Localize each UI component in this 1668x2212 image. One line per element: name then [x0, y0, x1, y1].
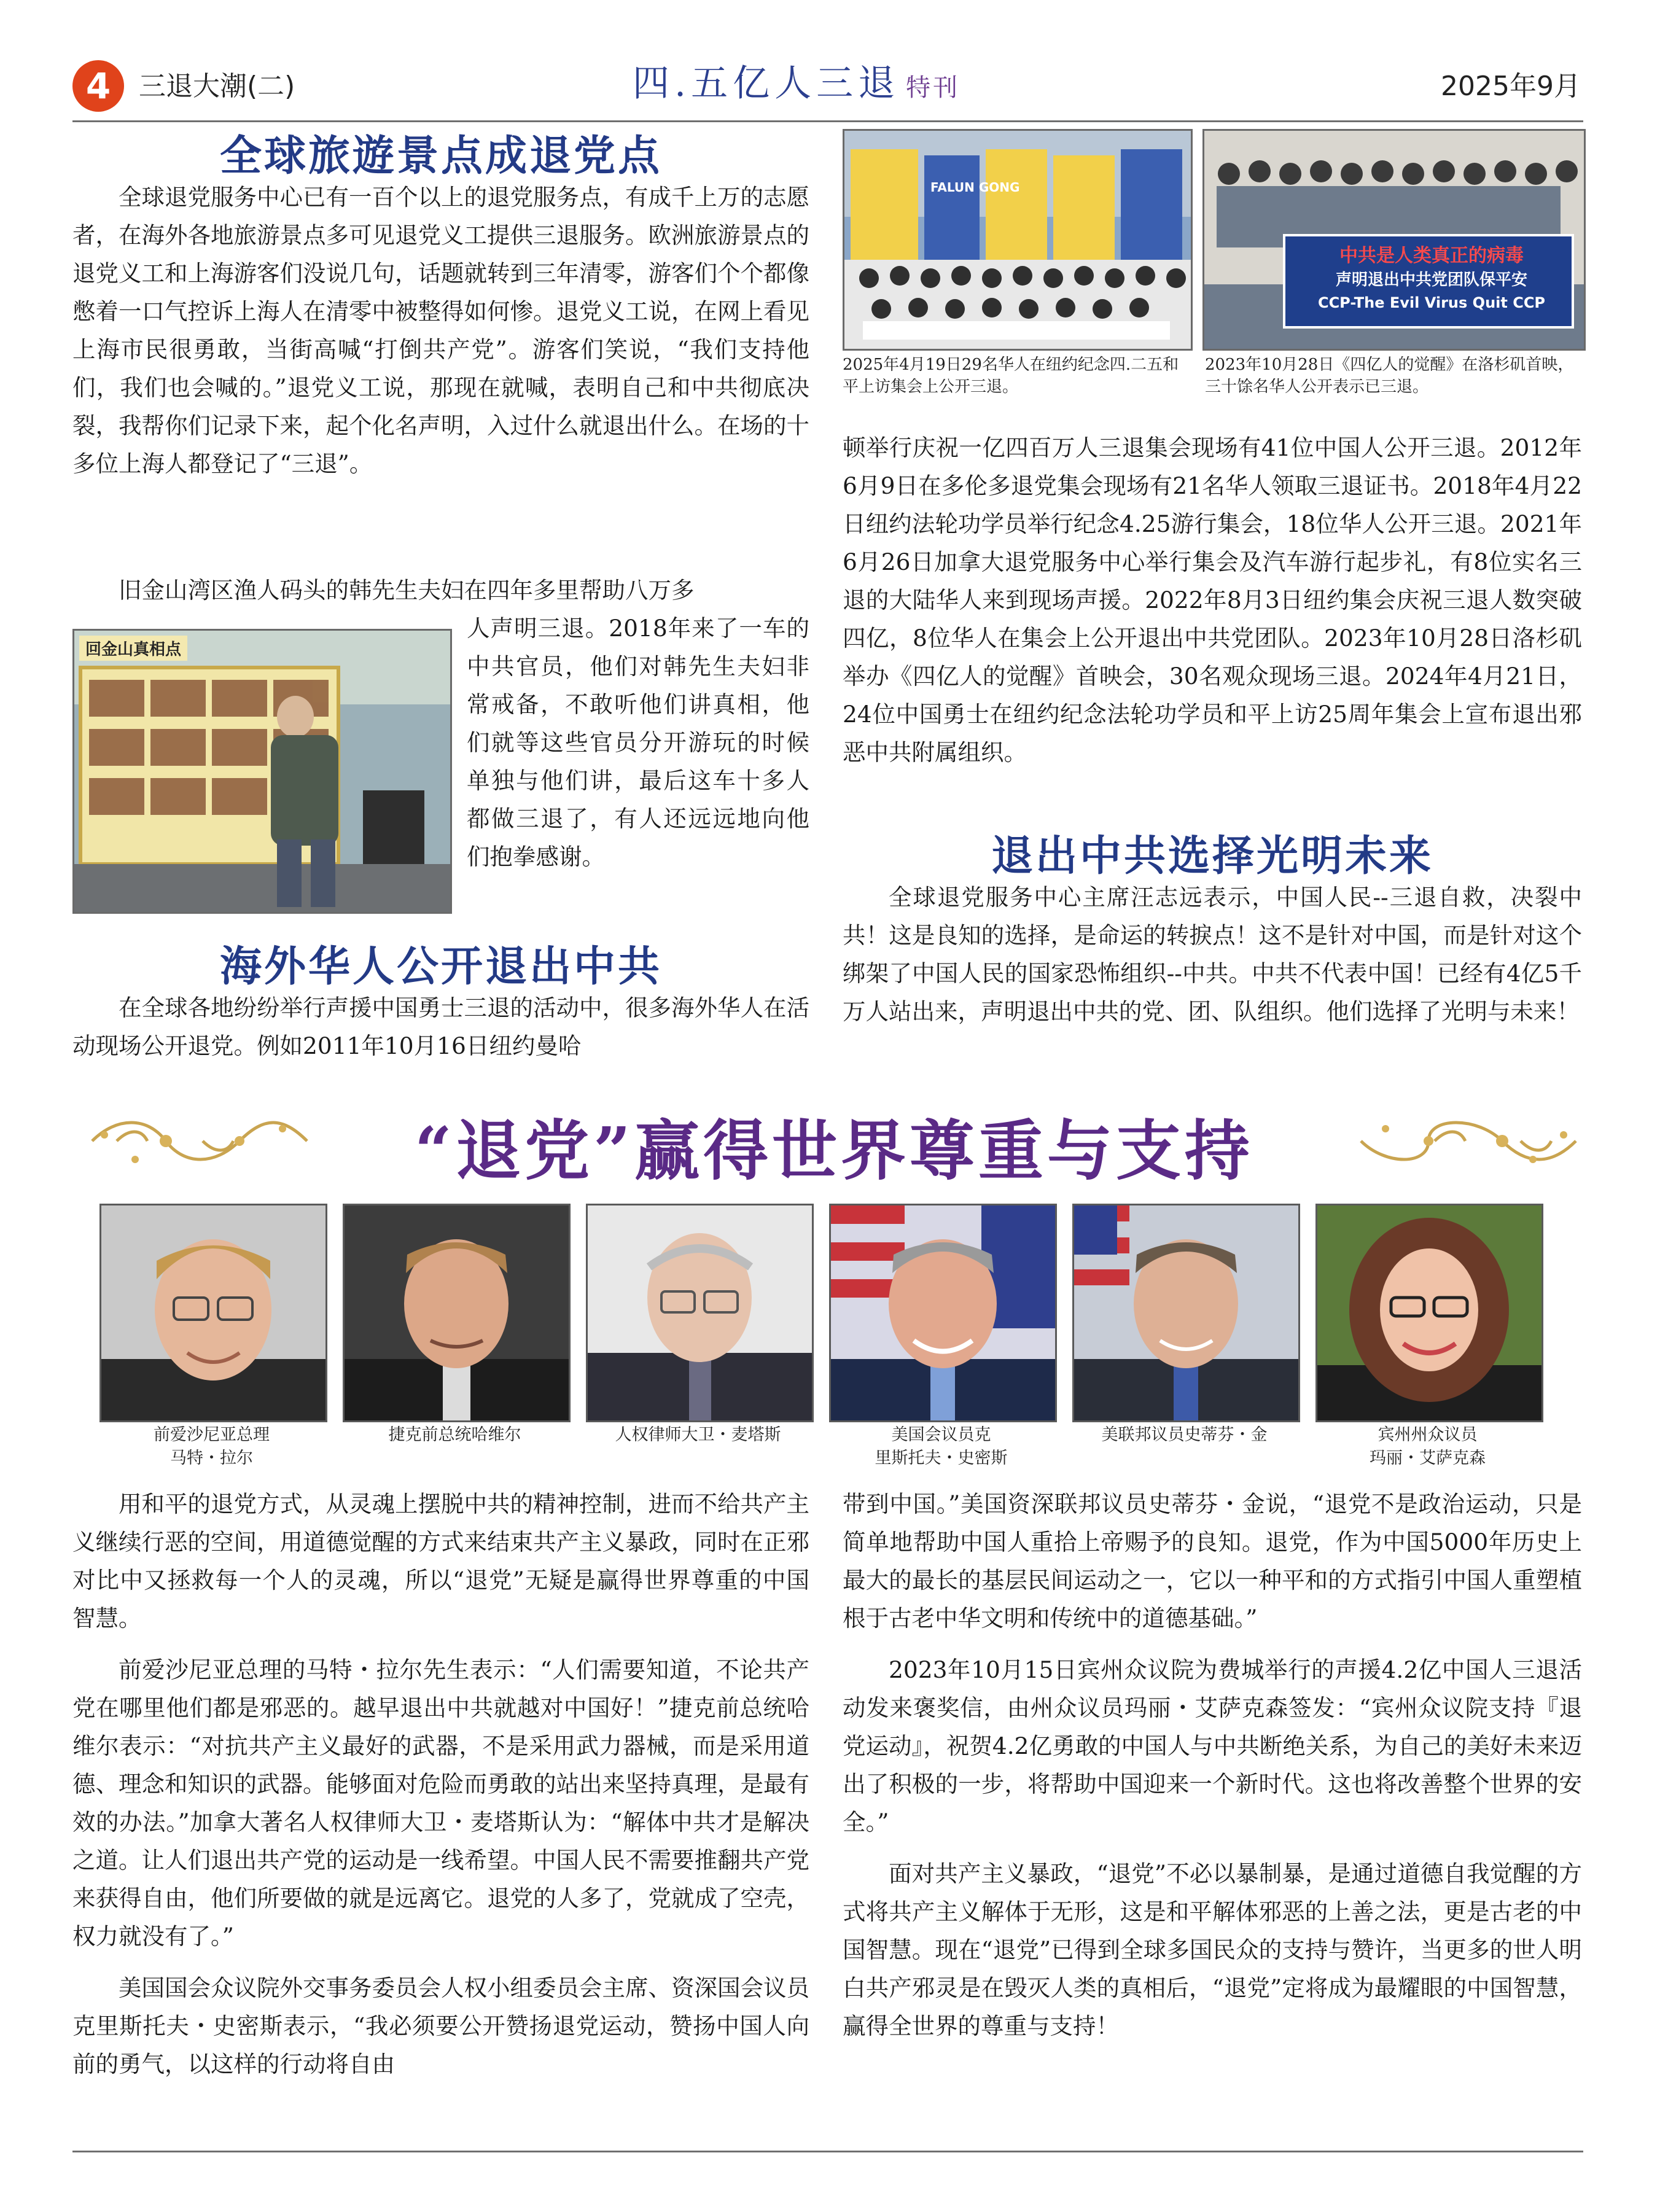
portrait-1-illustration	[101, 1205, 325, 1420]
portrait-2-illustration	[345, 1205, 569, 1420]
article4-paragraph-5: 面对共产主义暴政，“退党”不必以暴制暴，是通过道德自我觉醒的方式将共产主义解体于无形，这是和平解体邪恶的上善之法，更是古老的中国智慧。现在“退党”已得到全球多国民众的支持与赞许，当更多的世人明白共产邪灵是在毁灭人类的真相后，“退党”定将成为最耀眼的中国智慧，赢得全世界的尊重与支持！	[843, 1860, 1582, 2039]
header-rule	[72, 120, 1583, 122]
portrait-caption-4-line2: 里斯托夫・史密斯	[875, 1449, 1008, 1468]
article2-paragraph-cont: 顿举行庆祝一亿四百万人三退集会现场有41位中国人公开三退。2012年6月9日在多伦多退党集会现场有21名华人领取三退证书。2018年4月22日纽约法轮功学员举行纪念4.25游行集会，18位华人公开三退。2021年6月26日加拿大退党服务中心举行集会及汽车游行起步礼，有8位实名三退的大陆华人来到现场声援。2022年8月3日纽约集会庆祝三退人数突破四亿，8位华人在集会上公开退出中共党团队。2023年10月28日洛杉矶举办《四亿人的觉醒》首映会，30名观众现场三退。2024年4月21日，24位中国勇士在纽约纪念法轮功学员和平上访25周年集会上宣布退出邪恶中共附属组织。	[843, 434, 1582, 766]
portrait-caption-6-line1: 宾州州众议员	[1378, 1425, 1478, 1444]
portrait-caption-1	[99, 1423, 324, 1470]
portrait-6-illustration	[1317, 1205, 1541, 1420]
article2-body	[72, 989, 809, 1065]
footer-rule	[72, 2151, 1583, 2152]
article4-left-column	[72, 1485, 809, 2083]
portrait-caption-6-line2: 玛丽・艾萨克森	[1370, 1449, 1486, 1468]
article1-paragraph-1: 全球退党服务中心已有一百个以上的退党服务点，有成千上万的志愿者，在海外各地旅游景点多可见退党义工提供三退服务。欧洲旅游景点的退党义工和上海游客们没说几句，话题就转到三年清零，游客们个个都像憋着一口气控诉上海人在清零中被整得如何惨。退党义工说，在网上看见上海市民很勇敢，当街高喊“打倒共产党”。游客们笑说，“我们支持他们，我们也会喊的。”退党义工说，那现在就喊，表明自己和中共彻底决裂，我帮你们记录下来，起个化名声明，入过什么就退出什么。在场的十多位上海人都登记了“三退”。	[72, 184, 809, 477]
section-title: 三退大潮(二)	[139, 71, 295, 102]
caption-nyc-rally: 2025年4月19日29名华人在纽约纪念四.二五和平上访集会上公开三退。	[843, 356, 1179, 396]
article4-paragraph-3-cont: 带到中国。”美国资深联邦议员史蒂芬・金说，“退党不是政治运动，只是简单地帮助中国人重拾上帝赐予的良知。退党，作为中国5000年历史上最大的最长的基层民间运动之一，它以一种平和的方式指引中国人重塑植根于古老中华文明和传统中的道德基础。”	[843, 1490, 1582, 1632]
photo-la-banner-line1: 中共是人类真正的病毒	[1339, 245, 1524, 267]
portrait-caption-5	[1072, 1423, 1296, 1447]
portrait-3-illustration	[588, 1205, 812, 1420]
special-suffix: 特刊	[906, 74, 961, 102]
portrait-isaacson	[1315, 1204, 1543, 1422]
special-title-text: 四.五亿人三退	[633, 62, 900, 105]
article2-title: 海外华人公开退出中共	[219, 943, 662, 991]
banner-title: “退党”赢得世界尊重与支持	[415, 1112, 1253, 1189]
article1-body-3	[467, 609, 809, 876]
portrait-caption-4-line1: 美国会议员克	[891, 1425, 991, 1444]
portrait-caption-6	[1315, 1423, 1540, 1470]
portrait-caption-3-line1: 人权律师大卫・麦塔斯	[615, 1425, 781, 1444]
portrait-caption-2-line1: 捷克前总统哈维尔	[388, 1425, 521, 1444]
special-issue-title	[633, 54, 960, 107]
photo-nyc-illustration	[844, 131, 1191, 349]
article4-right-column	[843, 1485, 1582, 2045]
portrait-caption-5-line1: 美联邦议员史蒂芬・金	[1101, 1425, 1268, 1444]
photo-la-premiere	[1202, 129, 1586, 351]
article1-paragraph-2b: 人声明三退。2018年来了一车的中共官员，他们对韩先生夫妇非常戒备，不敢听他们讲真相，他们就等这些官员分开游玩的时候单独与他们讲，最后这车十多人都做三退了，有人还远远地向他们抱拳感谢。	[467, 615, 809, 870]
photo-nyc-sign: FALUN GONG	[930, 180, 1020, 195]
article1-body-2	[72, 571, 809, 609]
photo-la-banner-line2: 声明退出中共党团队保平安	[1335, 271, 1527, 289]
article2-paragraph-1: 在全球各地纷纷举行声援中国勇士三退的活动中，很多海外华人在活动现场公开退党。例如2011年10月16日纽约曼哈	[72, 994, 809, 1059]
issue-date: 2025年9月	[1441, 71, 1581, 102]
portrait-caption-2	[343, 1423, 567, 1447]
portrait-matas	[586, 1204, 814, 1422]
article1-body	[72, 178, 809, 483]
photo-sf-truth-site	[72, 629, 452, 914]
article3-paragraph-1: 全球退党服务中心主席汪志远表示，中国人民--三退自救，决裂中共！这是良知的选择，是命运的转捩点！这不是针对中国，而是针对这个绑架了中国人民的国家恐怖组织--中共。中共不代表中国！已经有4亿5千万人站出来，声明退出中共的党、团、队组织。他们选择了光明与未来！	[843, 884, 1582, 1025]
photo-sf-illustration	[74, 631, 450, 912]
portrait-king	[1072, 1204, 1300, 1422]
photo-nyc-rally	[843, 129, 1193, 351]
photo-sf-label: 回金山真相点	[79, 636, 187, 661]
portrait-mart-laar	[99, 1204, 327, 1422]
photo-la-banner-english: CCP-The Evil Virus Quit CCP	[1317, 294, 1546, 311]
article4-paragraph-3: 美国国会众议院外交事务委员会人权小组委员会主席、资深国会议员克里斯托夫・史密斯表示，“我必须要公开赞扬退党运动，赞扬中国人向前的勇气，以这样的行动将自由	[72, 1974, 809, 2078]
portrait-5-illustration	[1074, 1205, 1298, 1420]
page-number-badge: 4	[72, 60, 124, 112]
caption-la-premiere: 2023年10月28日《四亿人的觉醒》在洛杉矶首映，三十馀名华人公开表示已三退。	[1205, 356, 1574, 396]
article2-body-cont	[843, 429, 1582, 771]
article3-body	[843, 878, 1582, 1030]
article1-paragraph-2a: 旧金山湾区渔人码头的韩先生夫妇在四年多里帮助八万多	[119, 577, 695, 604]
portrait-4-illustration	[831, 1205, 1055, 1420]
article4-paragraph-1: 用和平的退党方式，从灵魂上摆脱中共的精神控制，进而不给共产主义继续行恶的空间，用道德觉醒的方式来结束共产主义暴政，同时在正邪对比中又拯救每一个人的灵魂，所以“退党”无疑是赢得世界尊重的中国智慧。	[72, 1490, 809, 1632]
article3-title: 退出中共选择光明未来	[991, 832, 1433, 881]
portrait-smith	[829, 1204, 1057, 1422]
portrait-caption-3	[586, 1423, 810, 1447]
article4-paragraph-4: 2023年10月15日宾州众议院为费城举行的声援4.2亿中国人三退活动发来褒奖信，由州众议员玛丽・艾萨克森签发：“宾州众议院支持『退党运动』，祝贺4.2亿勇敢的中国人与中共断绝关系，为自己的美好未来迈出了积极的一步，将帮助中国迎来一个新时代。这也将改善整个世界的安全。”	[843, 1656, 1582, 1836]
portrait-havel	[343, 1204, 571, 1422]
portrait-caption-4	[829, 1423, 1053, 1470]
portrait-caption-1-line2: 马特・拉尔	[170, 1449, 253, 1468]
article1-title: 全球旅遊景点成退党点	[219, 132, 662, 181]
portrait-caption-1-line1: 前爱沙尼亚总理	[154, 1425, 270, 1444]
article4-paragraph-2: 前爱沙尼亚总理的马特・拉尔先生表示：“人们需要知道，不论共产党在哪里他们都是邪恶的。越早退出中共就越对中国好！”捷克前总统哈维尔表示：“对抗共产主义最好的武器，不是采用武力器械，而是采用道德、理念和知识的武器。能够面对危险而勇敢的站出来坚持真理，是最有效的办法。”加拿大著名人权律师大卫・麦塔斯认为：“解体中共才是解决之道。让人们退出共产党的运动是一线希望。中国人民不需要推翻共产党来获得自由，他们所要做的就是远离它。退党的人多了，党就成了空壳，权力就没有了。”	[72, 1656, 809, 1950]
